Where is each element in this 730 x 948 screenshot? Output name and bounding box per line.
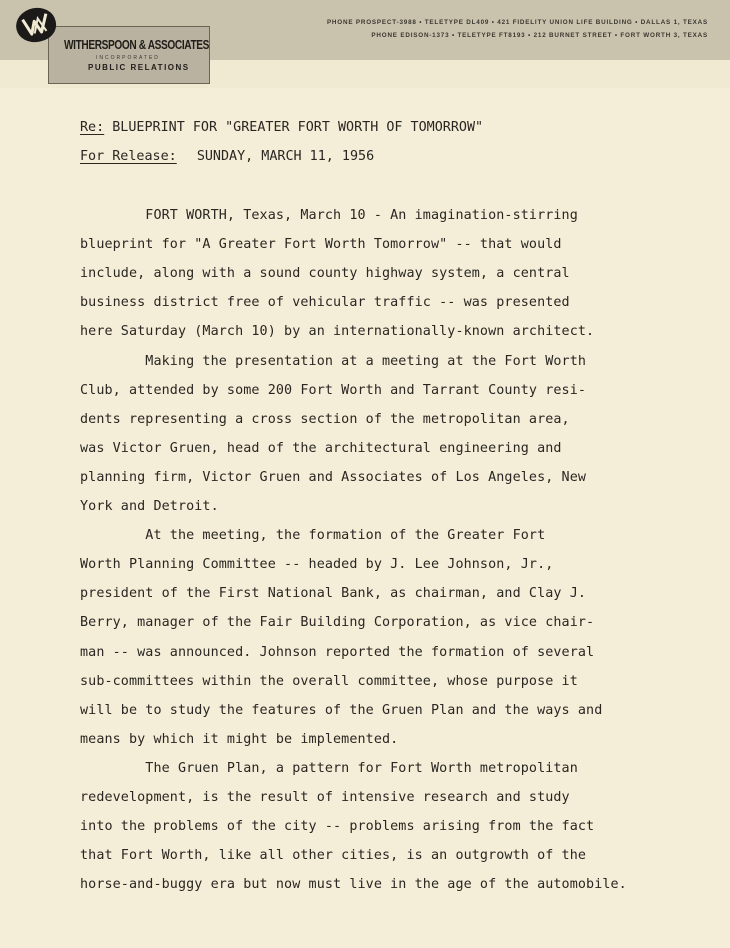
subject-label: Re: bbox=[80, 120, 105, 135]
firm-incorporated: INCORPORATED bbox=[96, 55, 160, 61]
subject-line bbox=[80, 120, 483, 135]
body-line: FORT WORTH, Texas, March 10 - An imagination-stirring bbox=[80, 208, 578, 223]
firm-name: WITHERSPOON & ASSOCIATES bbox=[64, 37, 210, 52]
letterhead bbox=[0, 0, 730, 88]
body-line: will be to study the features of the Gruen Plan and the ways and bbox=[80, 702, 603, 718]
body-line: president of the First National Bank, as chairman, and Clay J. bbox=[80, 586, 587, 602]
body-line: that Fort Worth, like all other cities, is an outgrowth of the bbox=[80, 848, 587, 864]
subject-text: BLUEPRINT FOR "GREATER FORT WORTH OF TOMORROW" bbox=[112, 120, 484, 135]
body-line: was Victor Gruen, head of the architectural engineering and bbox=[80, 440, 562, 456]
body-line: redevelopment, is the result of intensive research and study bbox=[80, 790, 570, 805]
release-label: For Release: bbox=[80, 149, 177, 164]
body-line: include, along with a sound county highway system, a central bbox=[80, 266, 570, 282]
body-line: here Saturday (March 10) by an internationally-known architect. bbox=[80, 324, 595, 340]
body-line: blueprint for "A Greater Fort Worth Tomorrow" -- that would bbox=[80, 237, 562, 253]
body-line: sub-committees within the overall committee, whose purpose it bbox=[80, 673, 578, 689]
body-line: into the problems of the city -- problems arising from the fact bbox=[80, 819, 595, 835]
body-line: Making the presentation at a meeting at the Fort Worth bbox=[80, 353, 587, 369]
release-date: SUNDAY, MARCH 11, 1956 bbox=[196, 149, 375, 164]
body-line: Worth Planning Committee -- headed by J. Lee Johnson, Jr., bbox=[80, 557, 554, 573]
contact-line-dallas: PHONE PROSPECT-3988 • TELETYPE DL409 • 421 FIDELITY UNION LIFE BUILDING • DALLAS 1, TEXAS bbox=[326, 19, 708, 26]
body-line: dents representing a cross section of the metropolitan area, bbox=[80, 411, 570, 427]
body-line: planning firm, Victor Gruen and Associates of Los Angeles, New bbox=[80, 469, 587, 485]
firm-subtitle: PUBLIC RELATIONS bbox=[88, 63, 190, 72]
body-line: Club, attended by some 200 Fort Worth and Tarrant County resi- bbox=[80, 382, 587, 398]
release-line bbox=[80, 149, 374, 164]
body-line: At the meeting, the formation of the Greater Fort bbox=[80, 528, 546, 544]
body-line: business district free of vehicular traffic -- was presented bbox=[80, 295, 570, 311]
body-line: The Gruen Plan, a pattern for Fort Worth metropolitan bbox=[80, 760, 578, 776]
body-line: means by which it might be implemented. bbox=[80, 731, 399, 747]
body-line: Berry, manager of the Fair Building Corporation, as vice chair- bbox=[80, 615, 595, 631]
body-line: York and Detroit. bbox=[80, 499, 219, 514]
body-line: horse-and-buggy era but now must live in the age of the automobile. bbox=[80, 877, 627, 893]
contact-line-fort-worth: PHONE EDISON-1373 • TELETYPE FT8193 • 212 BURNET STREET • FORT WORTH 3, TEXAS bbox=[371, 32, 708, 39]
body-line: man -- was announced. Johnson reported the formation of several bbox=[80, 644, 595, 660]
